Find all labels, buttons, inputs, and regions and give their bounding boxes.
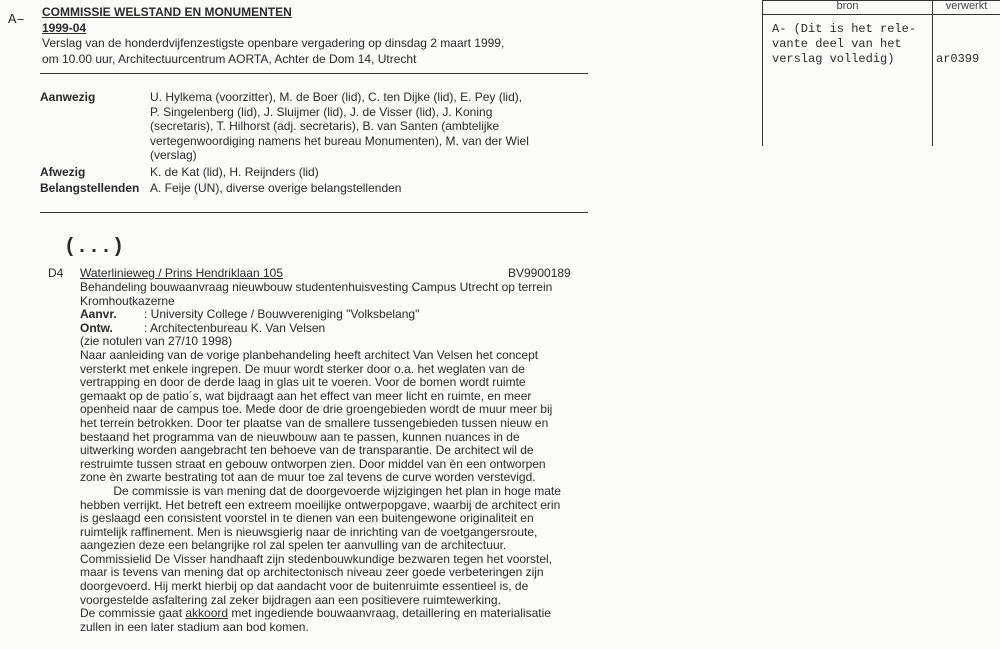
body-line: vertrapping en door de derde laag in glas uit te voeren. Voor de bomen wordt ruimte	[80, 375, 526, 390]
body-line: zone èn zwarte bestrating tot aan de muur toe zal tevens de curve worden verstevigd.	[80, 470, 536, 485]
body-line: ruimtelijk raffinement. Men is nieuwsgierig naar de inrichting van de voetgangersroute,	[80, 524, 538, 539]
description-line: Kromhoutkazerne	[80, 293, 175, 308]
body-line: bestaand het programma van de nieuwbouw aan te passen, kunnen nuances in de	[80, 429, 520, 444]
present-list	[150, 90, 529, 163]
body-line: Naar aanleiding van de vorige planbehandeling heeft architect Van Velsen het concept	[80, 347, 539, 362]
present-line: vertegenwoordiging namens het bureau Monumenten), M. van der Wiel	[150, 133, 529, 148]
designer-row	[80, 322, 561, 336]
margin-mark: A–	[8, 12, 25, 28]
col-source-header: bron	[836, 0, 859, 12]
conclusion-keyword: akkoord	[185, 606, 229, 621]
source-line: verslag volledig)	[772, 52, 895, 66]
interested-label: Belangstellenden	[40, 181, 140, 195]
body-line: uitwerking worden aangebracht ten behoeve van de transparantie. De architect wil de	[80, 443, 534, 458]
col-processed-header: verwerkt	[945, 0, 988, 12]
body-line: De commissie is van mening dat de doorgevoerde wijzigingen het plan in hoge mate	[80, 483, 561, 498]
subtitle-line: om 10.00 uur, Architectuurcentrum AORTA, Achter de Dom 14, Utrecht	[42, 52, 417, 66]
applicant-row	[80, 308, 561, 322]
body-line: aangezien deze een belangrijke rol zal spelen ter aanvulling van de architectuur.	[80, 538, 507, 553]
present-label: Aanwezig	[40, 90, 96, 104]
present-line: P. Singelenberg (lid), J. Sluijmer (lid), J. de Visser (lid), J. Koning	[150, 104, 493, 119]
body-line: voorgestelde asfaltering zal zeker bijdragen aan een positievere ruimtewerking.	[80, 592, 501, 607]
conclusion-line: zullen in een later stadium aan bod komen.	[80, 619, 309, 634]
body-line: is geslaagd een consistent voorstel in te dienen van een buitengewone originaliteit en	[80, 511, 534, 526]
interested-list: A. Feije (UN), diverse overige belangstellenden	[150, 181, 402, 195]
designer: : Architectenbureau K. Van Velsen	[144, 320, 326, 335]
item-reference: BV9900189	[508, 266, 571, 280]
present-line: U. Hylkema (voorzitter), M. de Boer (lid), C. ten Dijke (lid), E. Pey (lid),	[150, 90, 523, 104]
body-line: restruimte tussen straat en gebouw ontworpen zien. Door middel van èn een ontworpen	[80, 456, 546, 471]
body-line: het terrein betrokken. Door ter plaatse van de smallere tussengebieden tussen nieuw en	[80, 415, 549, 430]
absent-list: K. de Kat (lid), H. Reijnders (lid)	[150, 165, 319, 179]
body-line: gemaakt op de patio´s, wat bijdraagt aan het effect van meer licht en ruimte, en meer	[80, 388, 532, 403]
body-line: doorgevoerd. Hij merkt hierbij op dat aandacht voor de buitenruimte essentieel is, de	[80, 579, 529, 594]
meeting-subtitle	[42, 35, 504, 67]
absent-label: Afwezig	[40, 165, 86, 179]
source-line: vante deel van het	[772, 37, 902, 51]
description-line: Behandeling bouwaanvraag nieuwbouw studentenhuisvesting Campus Utrecht op terrein	[80, 280, 553, 294]
item-heading: Waterlinieweg / Prins Hendriklaan 105	[80, 266, 283, 280]
body-line: Commissielid De Visser handhaaft zijn stedenbouwkundige bezwaren tegen het voorstel,	[80, 551, 553, 566]
applicant-label: Aanvr.	[80, 307, 117, 322]
body-line: maar is tevens van mening dat op architectonisch niveau zeer goede verbeteringen zijn	[80, 565, 544, 580]
table-border	[932, 0, 933, 146]
conclusion-pre: De commissie gaat	[80, 606, 186, 621]
conclusion-post: met ingediende bouwaanvraag, detaillering en materialisatie	[228, 606, 551, 621]
body-line: versterkt met enkele ingrepen. De muur wordt sterker door o.a. het weglaten van de	[80, 361, 525, 376]
table-border	[762, 14, 1000, 15]
body-text	[80, 349, 561, 607]
processed-code: ar0399	[936, 52, 980, 66]
ellipsis-mark: (...)	[64, 236, 125, 259]
body-line: hebben verrijkt. Het betreft een extreem moeilijke ontwerpopgave, waarbij de architect erin	[80, 497, 561, 512]
conclusion-line	[80, 607, 561, 621]
source-note	[772, 22, 916, 67]
item-body	[80, 281, 561, 634]
present-line: (secretaris), T. Hilhorst (adj. secretaris), B. van Santen (ambtelijke	[150, 119, 500, 133]
body-line: openheid naar de campus toe. Mede door de drie groengebieden wordt de muur meer bij	[80, 402, 553, 417]
source-line: A- (Dit is het rele-	[772, 22, 917, 36]
note: (zie notulen van 27/10 1998)	[80, 334, 233, 349]
divider	[40, 73, 588, 74]
document-title: COMMISSIE WELSTAND EN MONUMENTEN	[42, 5, 292, 19]
item-code: D4	[48, 266, 64, 280]
divider	[40, 212, 588, 213]
subtitle-line: Verslag van de honderdvijfenzestigste openbare vergadering op dinsdag 2 maart 1999,	[42, 36, 505, 50]
applicant: : University College / Bouwvereniging "Volksbelang"	[144, 307, 420, 322]
designer-label: Ontw.	[80, 320, 113, 335]
present-line: (verslag)	[150, 148, 197, 162]
table-border	[762, 0, 763, 146]
document-number: 1999-04	[42, 21, 87, 35]
